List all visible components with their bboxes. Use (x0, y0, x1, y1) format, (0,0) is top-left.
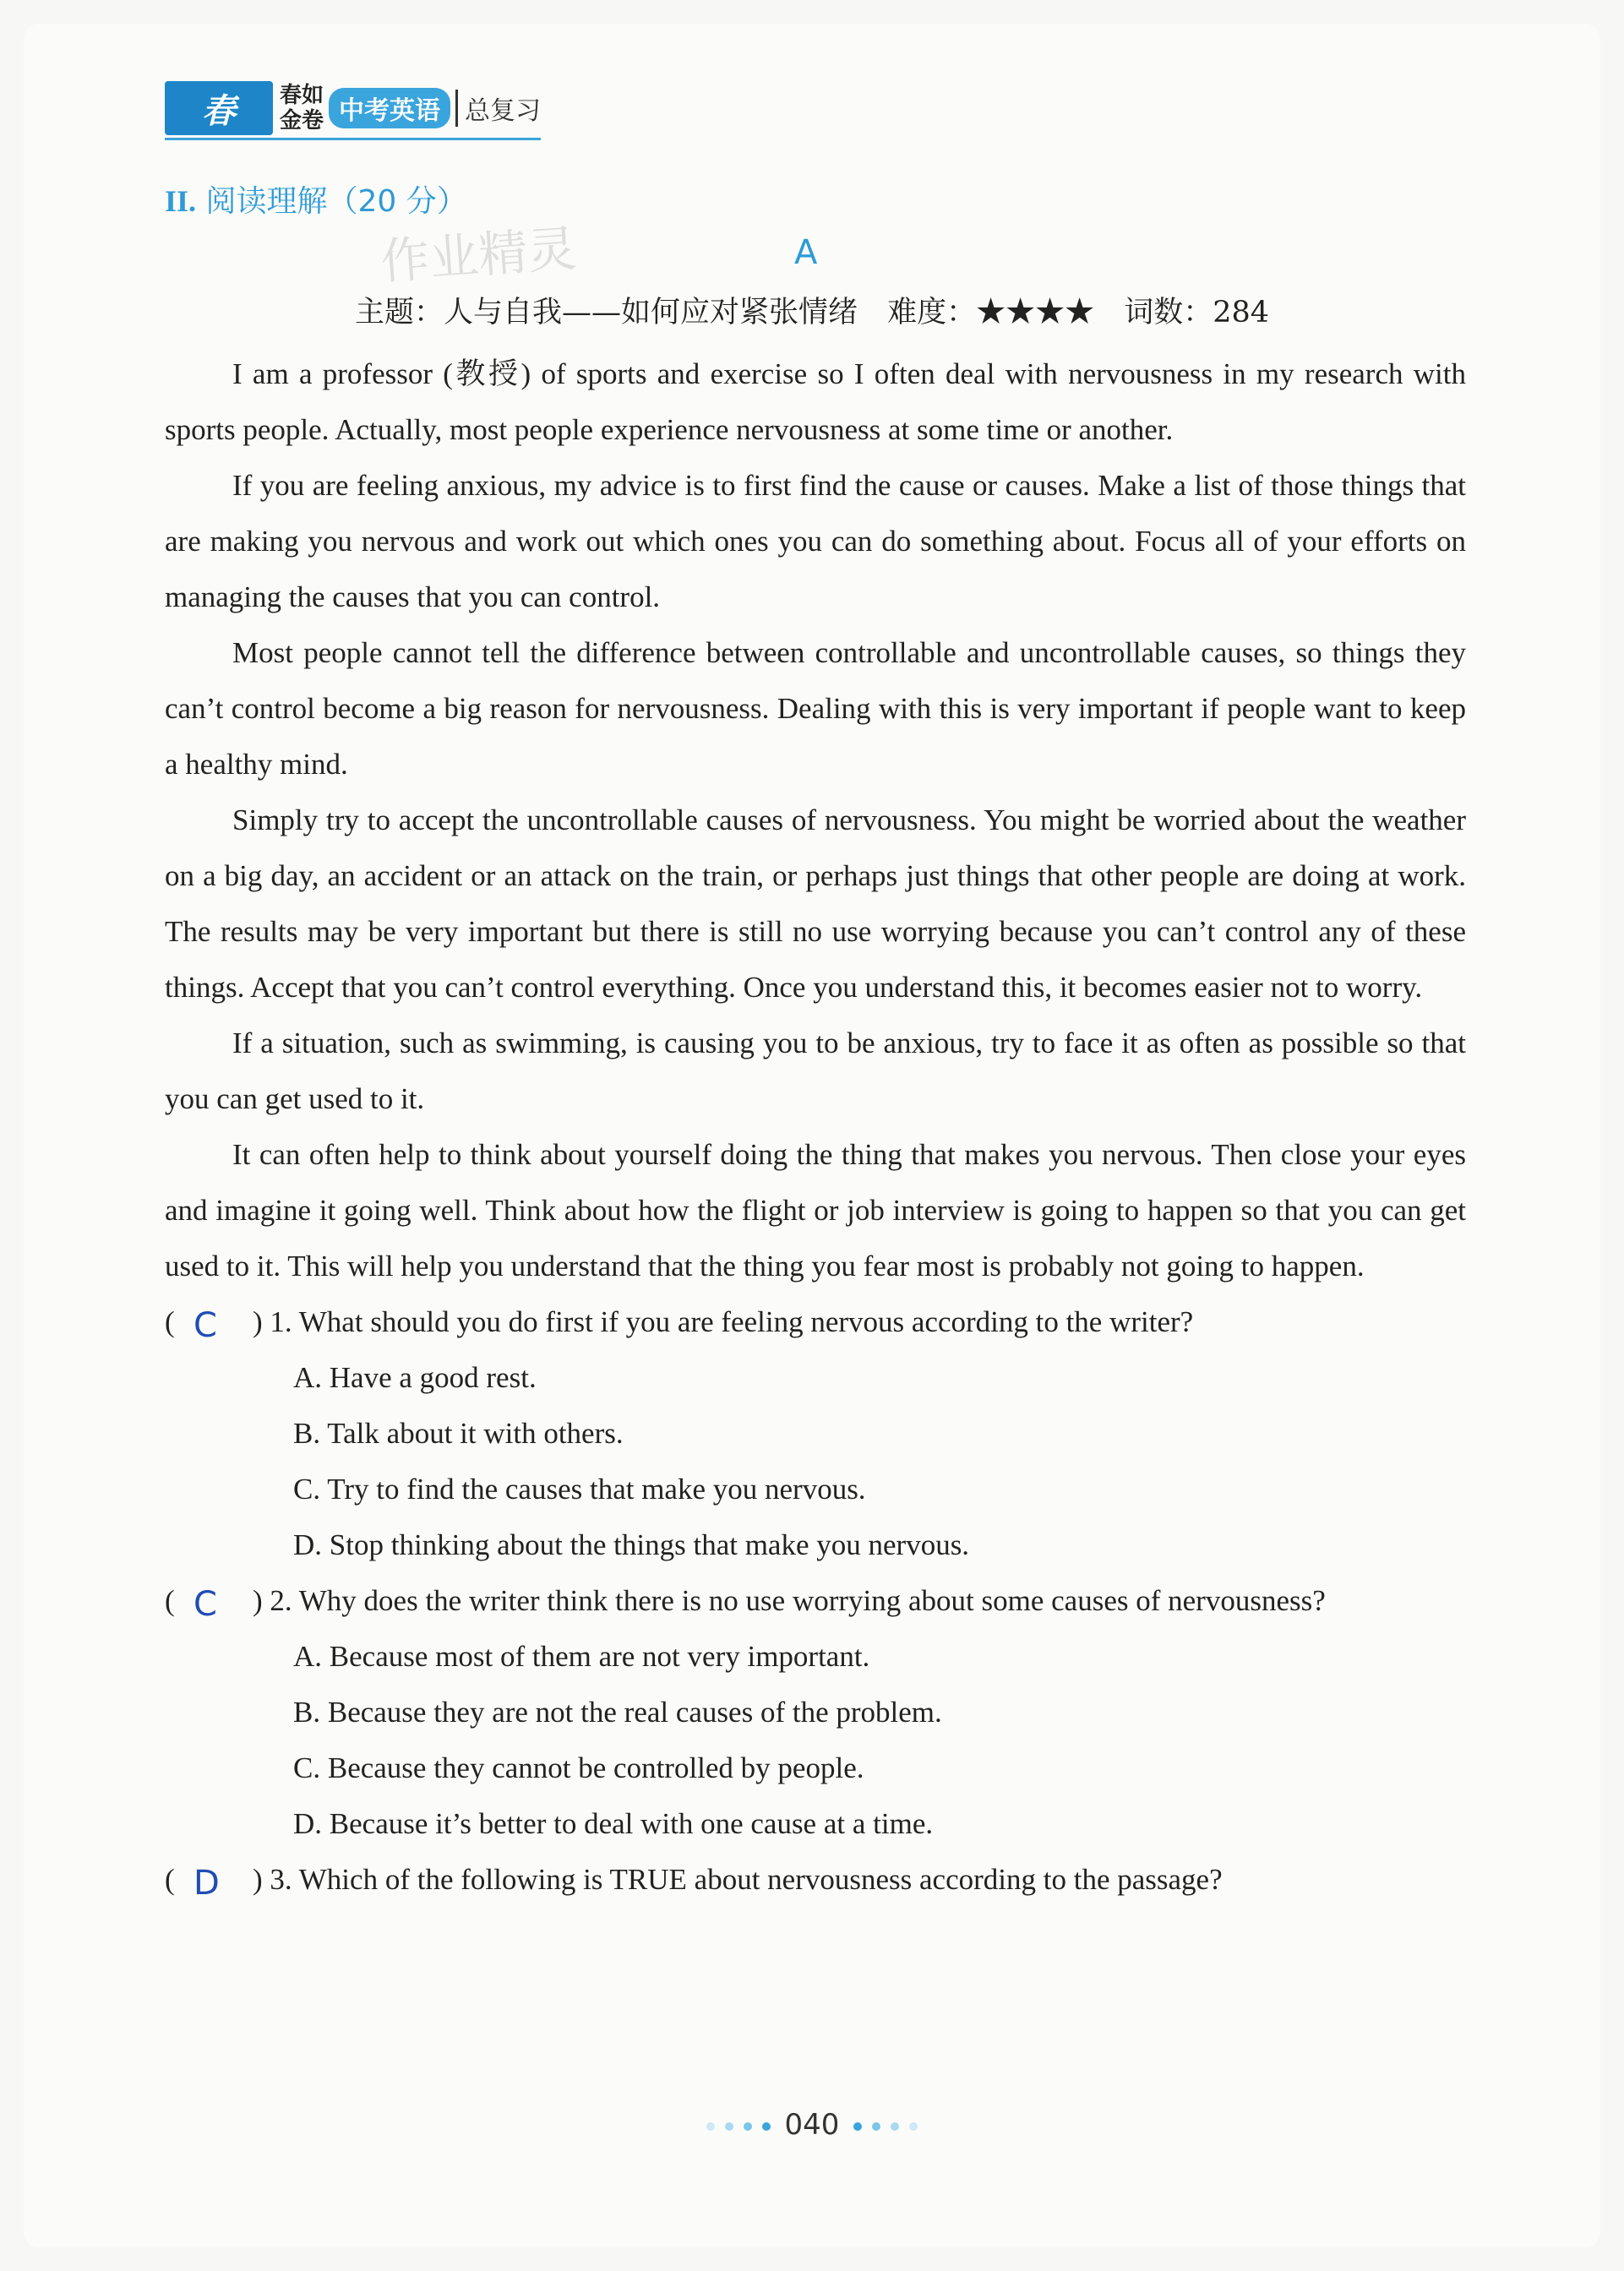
question-item (165, 1852, 1466, 1908)
dot-decoration (909, 2122, 918, 2131)
answer-option: B. Because they are not the real causes of the problem. (293, 1696, 942, 1729)
question-stem (165, 1294, 1466, 1350)
handwritten-answer: C (193, 1306, 217, 1345)
passage (165, 346, 1466, 1294)
answer-option: B. Talk about it with others. (293, 1417, 624, 1450)
passage-paragraph: If a situation, such as swimming, is causing you to be anxious, try to face it as often as possible so that you can get used to it. (165, 1027, 1466, 1115)
dot-decoration (706, 2122, 715, 2131)
watermark: 作业精灵 (379, 219, 579, 291)
dot-decoration (725, 2122, 733, 2131)
question-item (165, 1294, 1466, 1573)
question-text: ) 1. What should you do first if you are feeling nervous according to the writer? (253, 1305, 1194, 1338)
subject-badge: 中考英语 (329, 88, 450, 128)
handwritten-answer: D (193, 1864, 220, 1903)
passage-paragraph: Most people cannot tell the difference between controllable and uncontrollable causes, so things they can’t control become a big reason for nervousness. Dealing with this is very important if people want to keep a healthy mind. (165, 636, 1466, 781)
answer-blank: ( C (165, 1573, 253, 1629)
publisher-logo: 春 (165, 81, 273, 135)
header-underline (165, 138, 541, 140)
answer-blank: ( D (165, 1852, 253, 1908)
dot-decoration (853, 2122, 862, 2131)
page-footer (0, 2108, 1624, 2142)
answer-option: D. Because it’s better to deal with one cause at a time. (293, 1807, 934, 1840)
handwritten-answer: C (193, 1585, 217, 1624)
difficulty: 难度：★★★★ (887, 296, 1095, 329)
reading-content (165, 346, 1466, 1908)
answer-option: C. Try to find the causes that make you nervous. (293, 1473, 866, 1506)
question-stem (165, 1573, 1466, 1629)
answer-option: A. Because most of them are not very important. (293, 1640, 870, 1673)
topic: 主题：人与自我——如何应对紧张情绪 (354, 296, 858, 329)
answer-blank: ( C (165, 1294, 253, 1350)
answer-option: C. Because they cannot be controlled by people. (293, 1751, 864, 1784)
series-name: 春如 金卷 (280, 83, 324, 133)
passage-paragraph: I am a professor (教授) of sports and exercise so I often deal with nervousness in my research with sports people. Actually, most people experience nervousness at some time or another. (165, 357, 1466, 446)
review-label: 总复习 (455, 90, 541, 127)
word-count: 词数：284 (1124, 296, 1270, 329)
answer-option: D. Stop thinking about the things that make you nervous. (293, 1528, 970, 1561)
passage-paragraph: Simply try to accept the uncontrollable causes of nervousness. You might be worried about the weather on a big day, an accident or an attack on the train, or perhaps just things that other people are doing at work. The results may be very important but there is still no use worrying because you can’t control any of these things. Accept that you can’t control everything. Once you understand this, it becomes easier not to worry. (165, 803, 1466, 1004)
question-stem (165, 1852, 1466, 1908)
section-title: II. 阅读理解（20 分） (165, 184, 467, 219)
dot-decoration (744, 2122, 752, 2131)
question-text: ) 3. Which of the following is TRUE about nervousness according to the passage? (253, 1863, 1223, 1896)
dot-decoration (872, 2122, 880, 2131)
question-text: ) 2. Why does the writer think there is no use worrying about some causes of nervousness? (253, 1584, 1326, 1617)
passage-paragraph: If you are feeling anxious, my advice is to first find the cause or causes. Make a list of those things that are making you nervous and work out which ones you can do something about. Focus all of your efforts on managing the causes that you can control. (165, 469, 1466, 613)
passage-meta (0, 289, 1624, 331)
page-number: 040 (784, 2108, 840, 2142)
dot-decoration (891, 2122, 899, 2131)
part-letter: A (794, 233, 818, 272)
book-header (165, 79, 541, 138)
dot-decoration (762, 2122, 771, 2131)
passage-paragraph: It can often help to think about yourself doing the thing that makes you nervous. Then close your eyes and imagine it going well. Think about how the flight or job interview is going to happen so that you can get used to it. This will help you understand that the thing you fear most is probably not going to happen. (165, 1138, 1466, 1283)
answer-option: A. Have a good rest. (293, 1361, 537, 1394)
question-item (165, 1573, 1466, 1852)
question-list (165, 1294, 1466, 1908)
